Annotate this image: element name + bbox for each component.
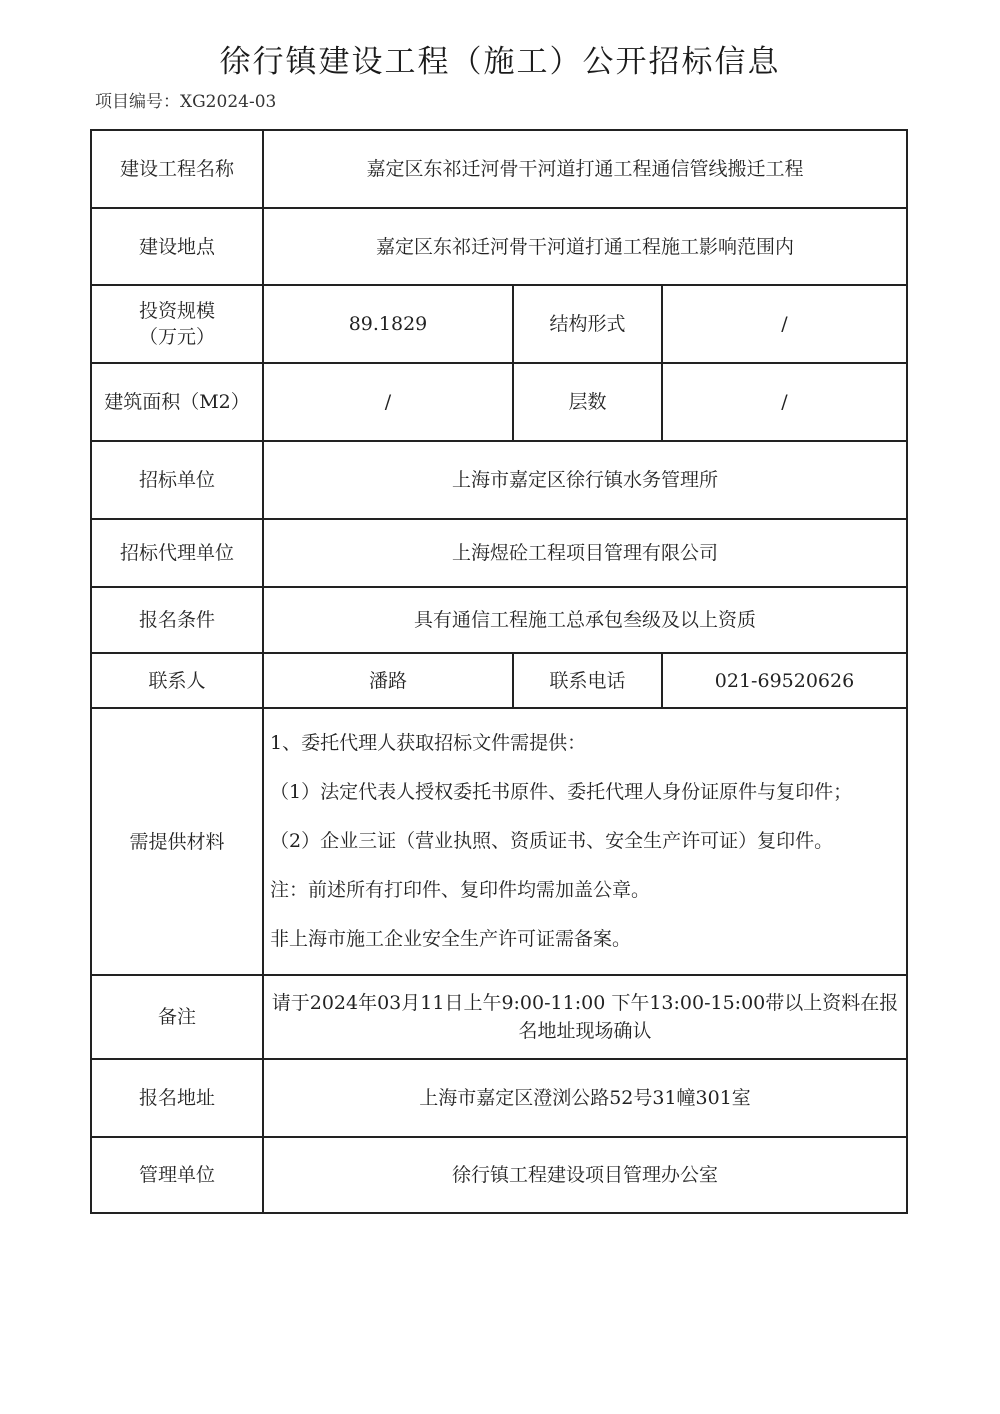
row-area	[91, 363, 907, 441]
remark-value: 请于2024年03月11日上午9:00-11:00 下午13:00-15:00带以上资料在报名地址现场确认	[263, 975, 907, 1059]
row-location	[91, 208, 907, 285]
manager-value: 徐行镇工程建设项目管理办公室	[263, 1137, 907, 1213]
materials-line: 非上海市施工企业安全生产许可证需备案。	[270, 928, 632, 950]
location-label: 建设地点	[91, 208, 263, 285]
row-contact	[91, 653, 907, 708]
address-value: 上海市嘉定区澄浏公路52号31幢301室	[263, 1059, 907, 1137]
materials-line: （1）法定代表人授权委托书原件、委托代理人身份证原件与复印件；	[270, 781, 853, 803]
investment-value: 89.1829	[263, 285, 513, 363]
requirement-value: 具有通信工程施工总承包叁级及以上资质	[263, 587, 907, 653]
phone-value: 021-69520626	[662, 653, 907, 708]
address-label: 报名地址	[91, 1059, 263, 1137]
structure-label: 结构形式	[513, 285, 662, 363]
tenderer-label: 招标单位	[91, 441, 263, 519]
requirement-label: 报名条件	[91, 587, 263, 653]
manager-label: 管理单位	[91, 1137, 263, 1213]
phone-label: 联系电话	[513, 653, 662, 708]
agent-label: 招标代理单位	[91, 519, 263, 587]
floors-value: /	[662, 363, 907, 441]
project-name-label: 建设工程名称	[91, 130, 263, 208]
tenderer-value: 上海市嘉定区徐行镇水务管理所	[263, 441, 907, 519]
project-name-value: 嘉定区东祁迁河骨干河道打通工程通信管线搬迁工程	[263, 130, 907, 208]
remark-label: 备注	[91, 975, 263, 1059]
floors-label: 层数	[513, 363, 662, 441]
row-remark	[91, 975, 907, 1059]
row-materials	[91, 708, 907, 975]
agent-value: 上海煜砼工程项目管理有限公司	[263, 519, 907, 587]
materials-line: （2）企业三证（营业执照、资质证书、安全生产许可证）复印件。	[270, 830, 834, 852]
materials-list	[263, 708, 907, 975]
area-value: /	[263, 363, 513, 441]
row-manager	[91, 1137, 907, 1213]
row-tenderer	[91, 441, 907, 519]
investment-label-line1: 投资规模	[138, 300, 215, 322]
project-number: 项目编号：XG2024-03	[95, 92, 277, 112]
contact-value: 潘路	[263, 653, 513, 708]
location-value: 嘉定区东祁迁河骨干河道打通工程施工影响范围内	[263, 208, 907, 285]
page-title: 徐行镇建设工程（施工）公开招标信息	[219, 44, 781, 80]
area-label: 建筑面积（M2）	[91, 363, 263, 441]
row-investment	[91, 285, 907, 363]
row-project-name	[91, 130, 907, 208]
contact-label: 联系人	[91, 653, 263, 708]
investment-label-line2: （万元）	[138, 326, 215, 348]
row-requirement	[91, 587, 907, 653]
row-agent	[91, 519, 907, 587]
materials-line: 注：前述所有打印件、复印件均需加盖公章。	[270, 879, 651, 901]
tender-info-table	[90, 129, 908, 1214]
investment-label	[91, 285, 263, 363]
materials-label: 需提供材料	[91, 708, 263, 975]
materials-line: 1、委托代理人获取招标文件需提供：	[270, 732, 587, 754]
row-address	[91, 1059, 907, 1137]
structure-value: /	[662, 285, 907, 363]
